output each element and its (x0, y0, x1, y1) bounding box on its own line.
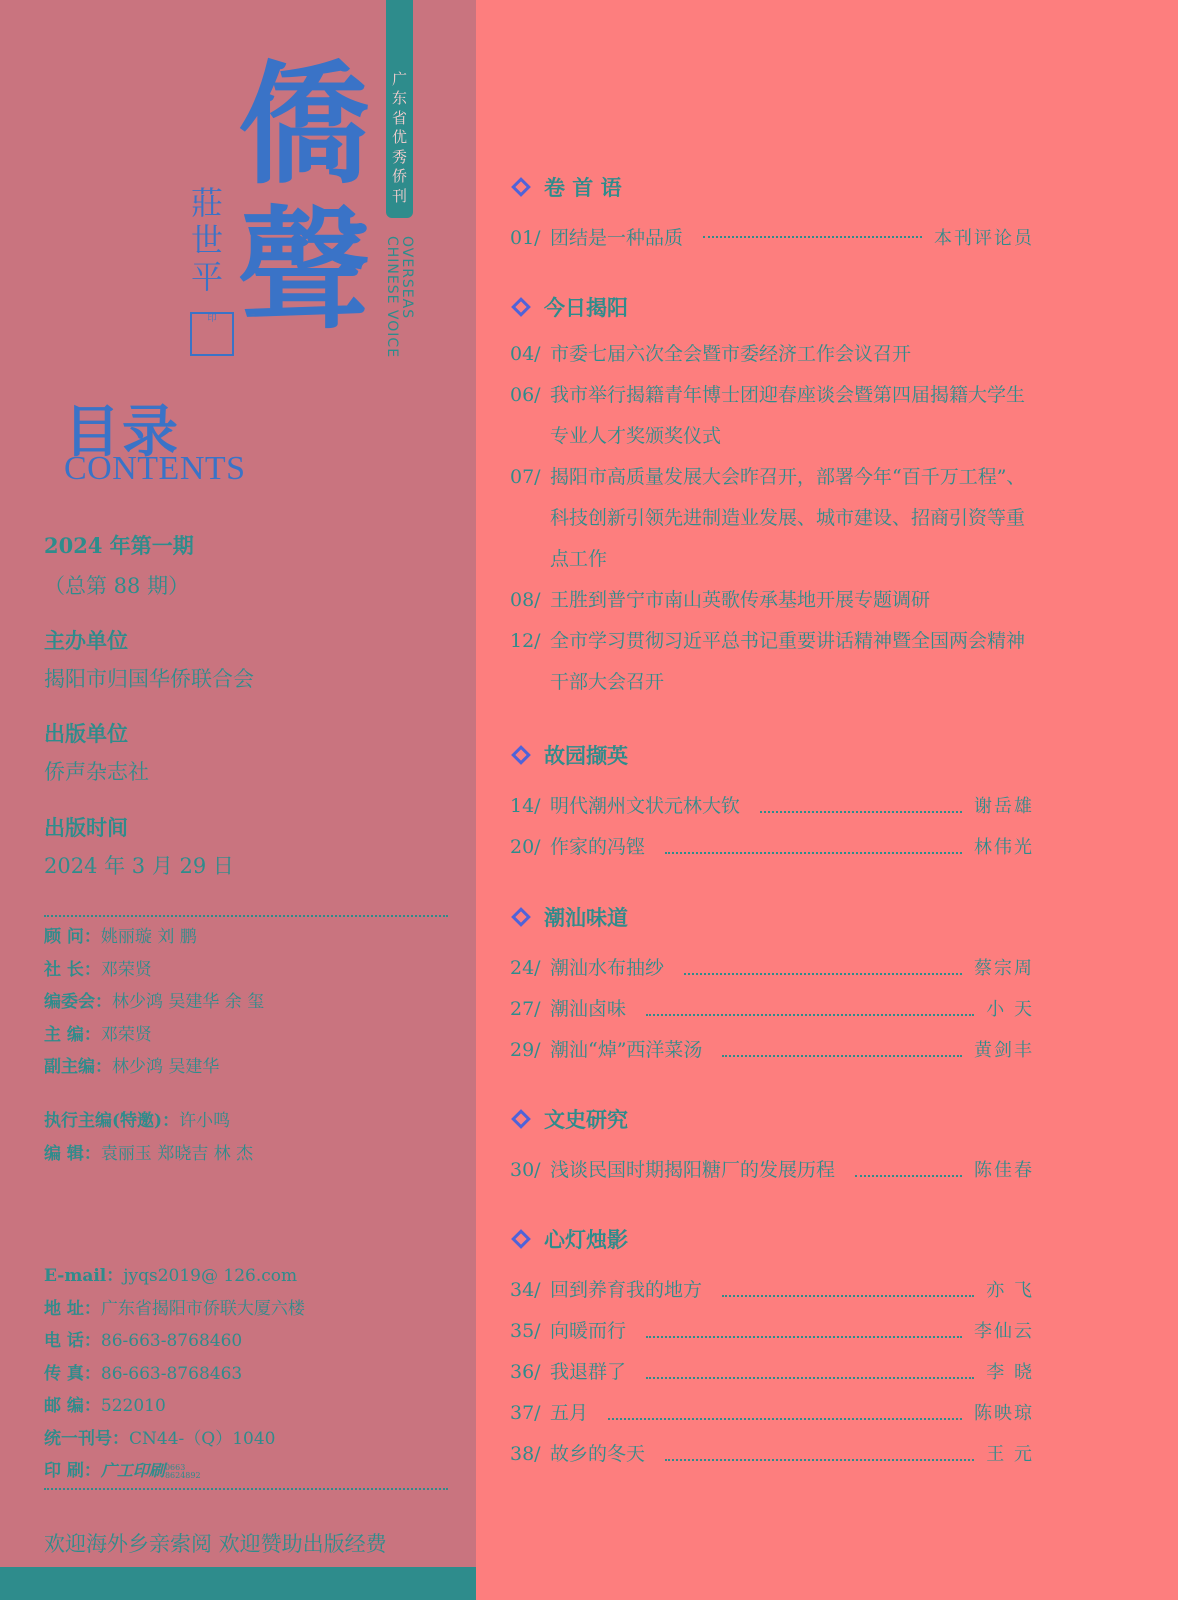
article-author: 陈佳春 (974, 1160, 1034, 1181)
award-tag (386, 0, 413, 218)
page-number: 35/ (510, 1320, 541, 1342)
sponsor-value: 揭阳市归国华侨联合会 (44, 667, 254, 691)
signature-char: 莊 (190, 184, 223, 222)
staff-row (44, 986, 264, 1019)
toc-list (510, 791, 1034, 873)
pubdate-label: 出版时间 (44, 815, 128, 840)
contact-row (44, 1293, 305, 1326)
toc-list (510, 334, 1034, 703)
leader-dots (855, 1175, 962, 1177)
tag-char: 刊 (391, 186, 407, 205)
staff-label: 编 辑： (44, 1143, 101, 1164)
toc-entry[interactable] (510, 994, 1034, 1035)
toc-entry[interactable] (510, 1155, 1034, 1196)
section-title: 今日揭阳 (544, 296, 628, 320)
divider (44, 915, 448, 917)
english-title: OVERSEAS CHINESE VOICE (384, 236, 415, 359)
staff-value: 邓荣贤 (100, 959, 152, 980)
article-title: 故乡的冬天 (550, 1443, 646, 1465)
contact-label: 电 话： (44, 1331, 101, 1351)
contact-label: 印 刷： (44, 1461, 101, 1481)
article-author: 王 元 (986, 1444, 1034, 1465)
leader-dots (665, 1459, 974, 1461)
tag-char: 优 (391, 128, 407, 146)
issue-total: （总第 88 期） (44, 574, 190, 598)
page-number: 08/ (510, 589, 541, 611)
contact-phone: 86-663-8768460 (100, 1331, 243, 1351)
staff-label: 社 长： (44, 959, 101, 980)
toc-entry[interactable] (510, 1357, 1034, 1398)
logo-char-sheng: 聲 (238, 193, 370, 348)
section-header (510, 1224, 628, 1254)
staff-label: 编委会： (44, 992, 112, 1012)
publisher-block (44, 718, 149, 786)
tag-char: 省 (391, 108, 407, 127)
page-number: 07/ (510, 466, 541, 488)
tag-char: 东 (391, 89, 407, 107)
staff-list-2 (44, 1105, 253, 1170)
article-author: 林伟光 (974, 837, 1034, 858)
page-number: 24/ (510, 957, 541, 979)
pubdate-value: 2024 年 3 月 29 日 (44, 854, 234, 878)
staff-value: 林少鸿 吴建华 余 玺 (112, 992, 265, 1012)
diamond-icon (511, 1109, 531, 1129)
page-number: 34/ (510, 1279, 541, 1301)
sponsor-label: 主办单位 (44, 628, 128, 653)
page-number: 14/ (510, 795, 541, 817)
contents-heading-en: CONTENTS (64, 450, 246, 487)
toc-entry[interactable] (510, 580, 1034, 621)
staff-label: 副主编： (44, 1057, 112, 1077)
staff-value: 邓荣贤 (100, 1024, 152, 1045)
staff-row (44, 1051, 264, 1084)
section-title: 心灯烛影 (544, 1228, 628, 1252)
article-author: 亦 飞 (986, 1280, 1034, 1301)
article-title: 回到养育我的地方 (550, 1279, 703, 1301)
staff-row (44, 1019, 264, 1052)
article-title: 潮汕“焯”西洋菜汤 (550, 1039, 703, 1061)
article-title: 潮汕卤味 (550, 998, 627, 1020)
toc-entry[interactable] (510, 832, 1034, 873)
contact-label: 邮 编： (44, 1396, 101, 1416)
toc-entry[interactable] (510, 1275, 1034, 1316)
section-title: 潮汕味道 (544, 906, 628, 930)
page-number: 29/ (510, 1039, 541, 1061)
staff-list (44, 921, 264, 1084)
contact-label: E-mail： (44, 1266, 124, 1286)
staff-value: 袁丽玉 郑晓吉 林 杰 (100, 1143, 254, 1164)
page-number: 27/ (510, 998, 541, 1020)
article-author: 本刊评论员 (934, 228, 1034, 249)
leader-dots (760, 811, 962, 813)
article-title: 全市学习贯彻习近平总书记重要讲话精神暨全国两会精神干部大会召开 (550, 630, 1026, 693)
logo-char-qiao: 僑 (238, 48, 370, 203)
contact-issn: CN44-（Q）1040 (129, 1428, 276, 1449)
article-author: 李 晓 (986, 1362, 1034, 1383)
article-title: 作家的冯铿 (550, 836, 646, 858)
section-header (510, 292, 628, 322)
printer-phone (165, 1464, 201, 1480)
toc-entry[interactable] (510, 334, 1034, 375)
tag-char: 秀 (391, 147, 407, 166)
contact-label: 统一刊号： (44, 1428, 129, 1449)
tag-char: 侨 (391, 167, 407, 185)
article-author: 小 天 (986, 999, 1034, 1020)
bottom-bar (0, 1567, 476, 1600)
section-title: 卷 首 语 (544, 176, 622, 200)
toc-entry[interactable] (510, 1316, 1034, 1357)
contact-row (44, 1260, 305, 1293)
staff-value: 许小鸣 (179, 1111, 231, 1131)
contact-row (44, 1390, 305, 1423)
article-title: 明代潮州文状元林大钦 (550, 795, 741, 817)
toc-list (510, 953, 1034, 1076)
article-author: 谢岳雄 (974, 796, 1034, 817)
page-number: 37/ (510, 1402, 541, 1424)
article-title: 向暖而行 (550, 1320, 627, 1342)
printer-phone-line: 8624892 (164, 1470, 201, 1480)
tag-char: 广 (391, 69, 407, 88)
contact-email: jyqs2019@ 126.com (123, 1266, 298, 1286)
page-number: 38/ (510, 1443, 541, 1465)
staff-label: 执行主编(特邀)： (44, 1111, 180, 1131)
calligrapher-seal: 印 (190, 312, 234, 356)
diamond-icon (511, 907, 531, 927)
welcome-slogan: 欢迎海外乡亲索阅 欢迎赞助出版经费 (44, 1532, 387, 1556)
contact-label: 传 真： (44, 1363, 101, 1384)
article-title: 我市举行揭籍青年博士团迎春座谈会暨第四届揭籍大学生专业人才奖颁奖仪式 (550, 384, 1026, 447)
staff-label: 主 编： (44, 1024, 101, 1045)
article-title: 我退群了 (550, 1361, 627, 1383)
divider (44, 1488, 448, 1490)
contact-postcode: 522010 (100, 1396, 166, 1416)
article-author: 黄剑丰 (974, 1040, 1034, 1061)
toc-entry[interactable] (510, 457, 1034, 580)
contact-row (44, 1325, 305, 1358)
article-title: 团结是一种品质 (550, 227, 684, 249)
toc-entry[interactable] (510, 375, 1034, 457)
article-title: 揭阳市高质量发展大会昨召开，部署今年“百千万工程”、科技创新引领先进制造业发展、城市建设、招商引资等重点工作 (550, 466, 1026, 570)
leader-dots (684, 973, 962, 975)
leader-dots (646, 1014, 974, 1016)
publisher-label: 出版单位 (44, 721, 128, 746)
toc-entry[interactable] (510, 1439, 1034, 1480)
section-title: 故园撷英 (544, 744, 628, 768)
publisher-value: 侨声杂志社 (44, 760, 149, 784)
diamond-icon (511, 177, 531, 197)
toc-entry[interactable] (510, 1035, 1034, 1076)
section-title: 文史研究 (544, 1108, 628, 1132)
diamond-icon (511, 297, 531, 317)
contact-row (44, 1358, 305, 1391)
toc-list (510, 1155, 1034, 1196)
page-number: 20/ (510, 836, 541, 858)
toc-entry[interactable] (510, 791, 1034, 832)
toc-entry[interactable] (510, 953, 1034, 994)
contact-list (44, 1260, 305, 1488)
leader-dots (665, 852, 962, 854)
article-author: 蔡宗周 (974, 958, 1034, 979)
issue-info (44, 530, 194, 600)
toc-entry[interactable] (510, 1398, 1034, 1439)
article-author: 李仙云 (974, 1321, 1034, 1342)
section-header (510, 172, 622, 202)
toc-entry[interactable] (510, 223, 1034, 250)
page-number: 30/ (510, 1159, 541, 1181)
article-title: 五月 (550, 1402, 589, 1424)
signature-char: 平 (190, 257, 223, 296)
article-title: 市委七届六次全会暨市委经济工作会议召开 (550, 343, 912, 365)
staff-row (44, 921, 264, 954)
leader-dots (722, 1295, 974, 1297)
staff-value: 姚丽璇 刘 鹏 (100, 927, 197, 947)
diamond-icon (511, 745, 531, 765)
page-number: 12/ (510, 630, 541, 652)
toc-list (510, 223, 1034, 250)
toc-list (510, 1275, 1034, 1480)
staff-label: 顾 问： (44, 927, 101, 947)
article-author: 陈映琼 (974, 1403, 1034, 1424)
toc-entry[interactable] (510, 621, 1034, 703)
staff-row (44, 1105, 253, 1138)
section-header (510, 1104, 628, 1134)
article-title: 王胜到普宁市南山英歌传承基地开展专题调研 (550, 589, 931, 611)
leader-dots (722, 1055, 962, 1057)
article-title: 浅谈民国时期揭阳糖厂的发展历程 (550, 1159, 836, 1181)
signature-char: 世 (190, 220, 223, 259)
section-header (510, 902, 628, 932)
printer-phone-line: 0663 (164, 1462, 186, 1472)
leader-dots (646, 1336, 962, 1338)
page-number: 36/ (510, 1361, 541, 1383)
contact-fax: 86-663-8768463 (100, 1363, 243, 1384)
issue-title: 2024 年第一期 (44, 533, 194, 558)
pubdate-block (44, 812, 234, 880)
contact-address: 广东省揭阳市侨联大厦六楼 (100, 1298, 305, 1319)
page-number: 04/ (510, 343, 541, 365)
leader-dots (646, 1377, 974, 1379)
sponsor-block (44, 625, 254, 693)
calligrapher-signature (190, 185, 224, 295)
page-number: 06/ (510, 384, 541, 406)
article-title: 潮汕水布抽纱 (550, 957, 665, 979)
staff-value: 林少鸿 吴建华 (112, 1057, 220, 1077)
printer-logo: 广工印刷 (100, 1461, 165, 1480)
section-header (510, 740, 628, 770)
contents-heading-cn: 目录 (64, 400, 180, 465)
staff-row (44, 954, 264, 987)
staff-row (44, 1138, 253, 1171)
leader-dots (608, 1418, 962, 1420)
contact-row (44, 1455, 305, 1488)
contact-label: 地 址： (44, 1298, 101, 1319)
contact-row (44, 1423, 305, 1456)
leader-dots (703, 236, 922, 238)
page-number: 01/ (510, 227, 541, 249)
diamond-icon (511, 1229, 531, 1249)
